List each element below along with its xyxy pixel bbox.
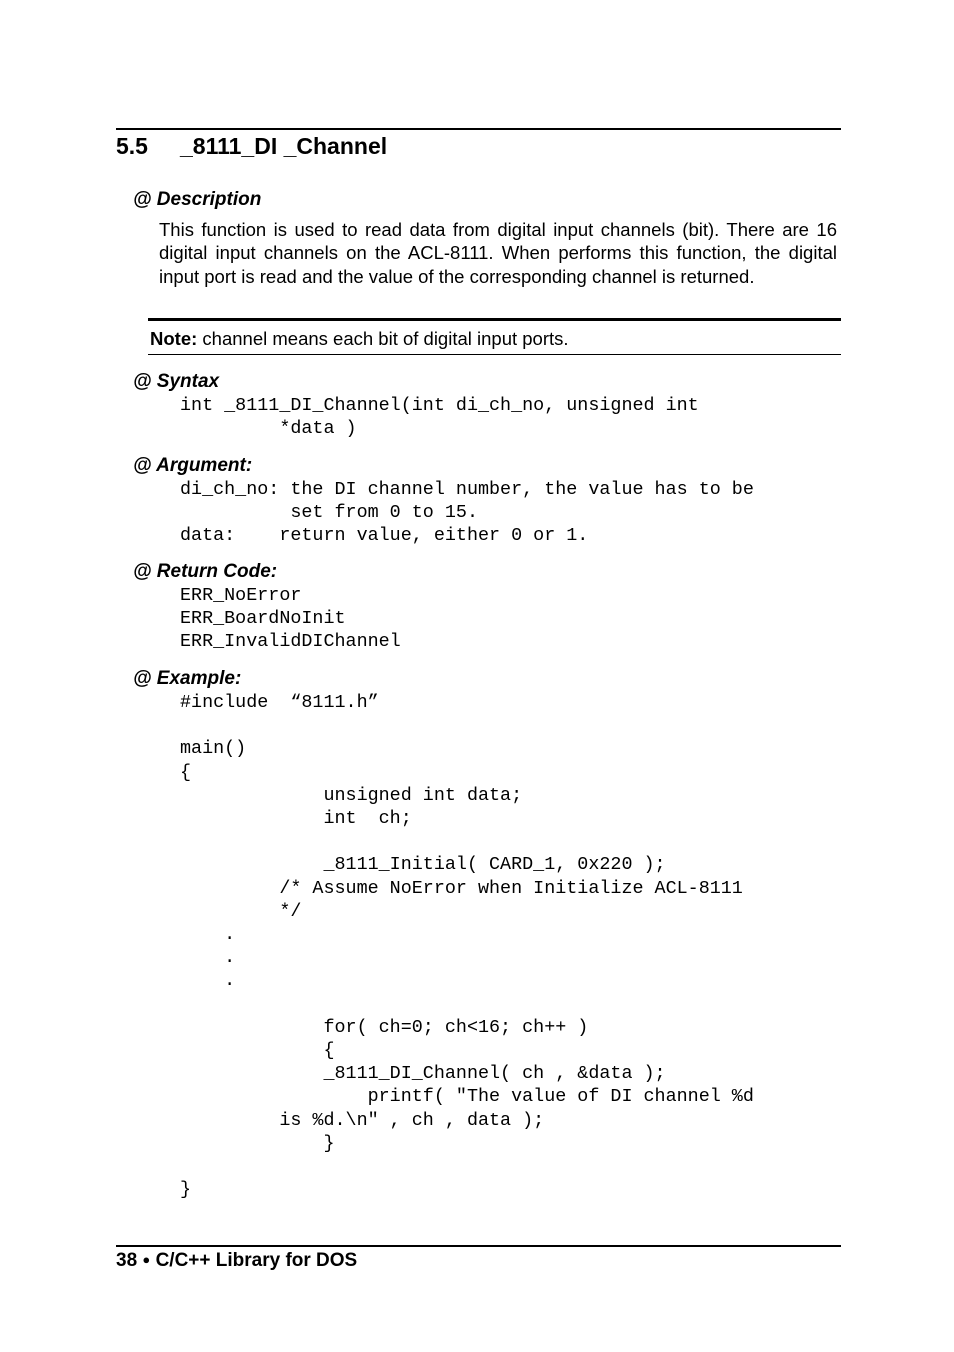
code-line: is %d.\n" , ch , data ); (180, 1109, 545, 1131)
code-line: { (180, 761, 192, 783)
code-line: /* Assume NoError when Initialize ACL-8111 (180, 877, 743, 899)
note (150, 328, 569, 350)
code-line: _8111_DI_Channel( ch , &data ); (180, 1063, 666, 1085)
code-line: ERR_NoError (180, 585, 302, 606)
header-rule (116, 128, 841, 130)
code-line: int ch; (180, 808, 412, 830)
code-line: printf( "The value of DI channel %d (180, 1086, 754, 1108)
section-title: _8111_DI _Channel (180, 133, 388, 159)
code-line (180, 1155, 754, 1178)
section-number: 5.5 (116, 133, 148, 159)
code-line: */ (180, 900, 302, 922)
code-line: } (180, 1179, 192, 1201)
code-line: . (180, 924, 236, 946)
page-number: 38 (116, 1250, 138, 1271)
code-line (180, 993, 754, 1016)
description-heading: @ Description (133, 189, 262, 210)
code-line: di_ch_no: the DI channel number, the value has to be (180, 479, 754, 500)
code-line: _8111_Initial( CARD_1, 0x220 ); (180, 854, 666, 876)
footer-title: C/C++ Library for DOS (155, 1250, 358, 1271)
note-top-rule (148, 318, 841, 321)
code-line: unsigned int data; (180, 784, 523, 806)
code-line: ERR_InvalidDIChannel (180, 631, 401, 653)
argument-heading: @ Argument: (133, 455, 253, 476)
code-line: . (180, 947, 236, 969)
footer-rule (116, 1245, 841, 1247)
code-line: *data ) (180, 418, 357, 440)
code-line (180, 830, 754, 853)
syntax-heading: @ Syntax (133, 371, 220, 392)
code-line: } (180, 1132, 335, 1154)
note-label: Note: (150, 328, 198, 349)
description-text: This function is used to read data from digital input channels (bit). There are 16 digital input channels on the ACL-8111. When performs this function, the digital input port is read and the value of the corresponding channel is returned. (159, 219, 837, 287)
code-line: ERR_BoardNoInit (180, 608, 346, 630)
bullet-icon: ● (142, 1252, 151, 1267)
code-line (180, 714, 754, 737)
example-code (180, 691, 754, 1201)
code-line: set from 0 to 15. (180, 502, 478, 524)
syntax-code (180, 394, 699, 440)
code-line: data: return value, either 0 or 1. (180, 525, 589, 547)
note-text: channel means each bit of digital input ports. (197, 328, 569, 349)
footer (116, 1250, 357, 1272)
return-code-list (180, 584, 401, 654)
code-line: main() (180, 738, 247, 760)
code-line: . (180, 970, 236, 992)
note-bottom-rule (148, 354, 841, 355)
argument-code (180, 478, 754, 548)
code-line: #include “8111.h” (180, 692, 379, 713)
return-code-heading: @ Return Code: (133, 561, 278, 582)
code-line: for( ch=0; ch<16; ch++ ) (180, 1016, 589, 1038)
example-heading: @ Example: (133, 668, 242, 689)
code-line: { (180, 1040, 335, 1062)
code-line: int _8111_DI_Channel(int di_ch_no, unsigned int (180, 395, 699, 416)
